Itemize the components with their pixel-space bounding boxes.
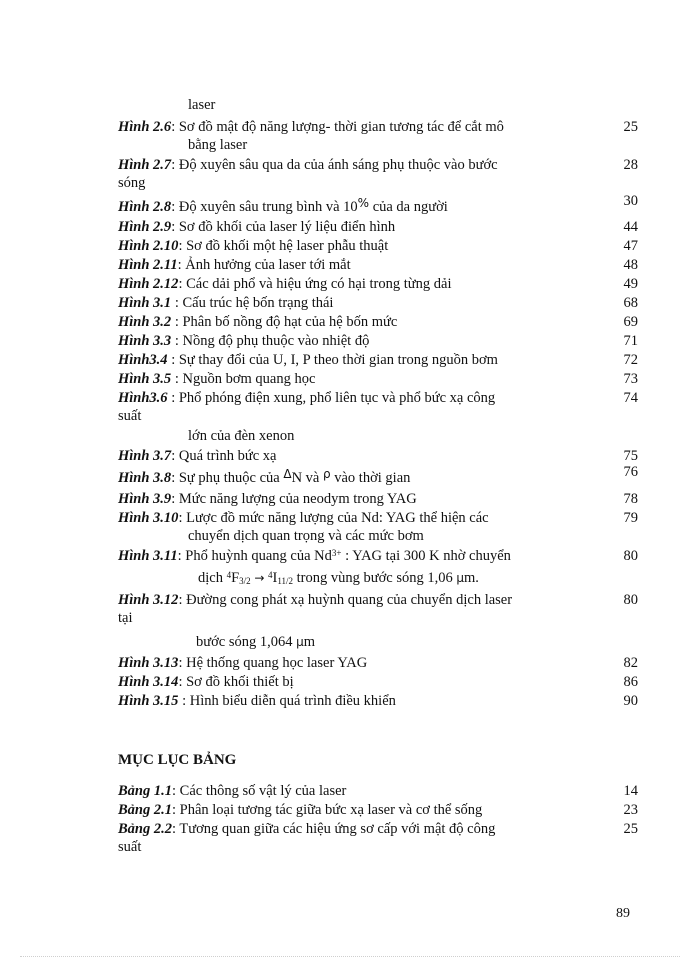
toc-entry-fig-3-6: Hình3.6 : Phổ phóng điện xung, phổ liên tục và phổ bức xạ công suất 74 xyxy=(118,390,638,424)
toc-entry-table-1-1: Bảng 1.1: Các thông số vật lý của laser 14 xyxy=(118,783,638,799)
entry-page: 49 xyxy=(623,276,638,292)
entry-page: 28 xyxy=(623,157,638,173)
entry-label: Hình 3.1 xyxy=(118,295,172,311)
entry-title: Ảnh hưởng của laser tới mắt xyxy=(185,257,351,273)
entry-label: Hình 3.9 xyxy=(118,491,172,507)
delta-symbol: Δ xyxy=(283,467,292,481)
continuation-line: bước sóng 1,064 μm xyxy=(196,634,316,650)
entry-label: Hình 3.11 xyxy=(118,548,178,564)
entry-page: 75 xyxy=(623,448,638,464)
toc-entry-fig-3-2: Hình 3.2 : Phân bố nồng độ hạt của hệ bốn mức 69 xyxy=(118,314,638,330)
continuation-line: dịch $^4F_{3/2} \to ^4I_{11/2}$ trong vùng bước sóng 1,06 μm. xyxy=(198,570,479,586)
entry-page: 82 xyxy=(623,655,638,671)
entry-title: Sơ đồ khối thiết bị xyxy=(186,674,294,690)
rho-symbol: ρ xyxy=(323,467,331,481)
entry-label: Hình 3.13 xyxy=(118,655,179,671)
arrow-right-icon: → xyxy=(254,571,265,585)
continuation-line: laser xyxy=(188,97,216,113)
entry-label: Hình 3.15 xyxy=(118,693,179,709)
entry-title: Phổ phóng điện xung, phổ liên tục và phổ bức xạ công xyxy=(178,390,496,406)
toc-entry-fig-3-10: Hình 3.10: Lược đồ mức năng lượng của Nd: YAG thể hiện các chuyển dịch quan trọng và các mức bơm 79 xyxy=(118,510,638,544)
entry-title: Mức năng lượng của neodym trong YAG xyxy=(178,491,417,507)
toc-entry-fig-3-5: Hình 3.5 : Nguồn bơm quang học 73 xyxy=(118,371,638,387)
entry-page: 48 xyxy=(623,257,638,273)
toc-entry-table-2-2: Bảng 2.2: Tương quan giữa các hiệu ứng sơ cấp với mật độ công suất 25 xyxy=(118,821,638,855)
entry-title: Phân loại tương tác giữa bức xạ laser và cơ thể sống xyxy=(179,802,483,818)
toc-entry-fig-2-8: Hình 2.8: Độ xuyên sâu trung bình và 10% của da người 30 xyxy=(118,193,638,215)
entry-label: Hình3.6 xyxy=(118,390,168,406)
page-bottom-rule xyxy=(20,956,680,957)
page-number: 89 xyxy=(616,906,630,921)
entry-title: Sơ đồ khối của laser lý liệu điển hình xyxy=(178,219,396,235)
toc-entry-fig-3-13: Hình 3.13: Hệ thống quang học laser YAG 82 xyxy=(118,655,638,671)
entry-page: 73 xyxy=(623,371,638,387)
toc-entry-fig-3-8: Hình 3.8: Sự phụ thuộc của $^\Delta$N và $^\rho$ vào thời gian 76 xyxy=(118,464,638,486)
entry-page: 68 xyxy=(623,295,638,311)
entry-label: Hình 2.8 xyxy=(118,199,172,215)
entry-label: Hình 3.3 xyxy=(118,333,172,349)
entry-title-cont: suất xyxy=(118,408,142,424)
entry-page: 72 xyxy=(623,352,638,368)
entry-label: Hình 2.9 xyxy=(118,219,172,235)
entry-title-cont: suất xyxy=(118,839,142,855)
entry-label: Hình 3.14 xyxy=(118,674,179,690)
entry-label: Hình 2.6 xyxy=(118,119,172,135)
toc-entry-fig-3-15: Hình 3.15 : Hình biểu diễn quá trình điều khiển 90 xyxy=(118,693,638,709)
entry-page: 69 xyxy=(623,314,638,330)
entry-title: Nguồn bơm quang học xyxy=(182,371,316,387)
entry-title: Nồng độ phụ thuộc vào nhiệt độ xyxy=(182,333,370,349)
entry-title: Quá trình bức xạ xyxy=(178,448,277,464)
entry-label: Hình 3.2 xyxy=(118,314,172,330)
entry-page: 47 xyxy=(623,238,638,254)
entry-title: Hình biểu diễn quá trình điều khiển xyxy=(189,693,396,709)
toc-entry-fig-2-7: Hình 2.7: Độ xuyên sâu qua da của ánh sáng phụ thuộc vào bước sóng 28 xyxy=(118,157,638,191)
toc-entry-fig-3-9: Hình 3.9: Mức năng lượng của neodym trong YAG 78 xyxy=(118,491,638,507)
toc-entry-fig-2-6: Hình 2.6: Sơ đồ mật độ năng lượng- thời gian tương tác để cắt mô bằng laser 25 xyxy=(118,119,638,153)
entry-label: Hình 3.10 xyxy=(118,510,179,526)
entry-page: 25 xyxy=(623,821,638,837)
percent-symbol: % xyxy=(357,196,370,210)
entry-page: 44 xyxy=(623,219,638,235)
entry-title-cont: tại xyxy=(118,610,133,626)
entry-page: 14 xyxy=(623,783,638,799)
entry-page: 71 xyxy=(623,333,638,349)
toc-entry-fig-2-9: Hình 2.9: Sơ đồ khối của laser lý liệu điển hình 44 xyxy=(118,219,638,235)
entry-label: Hình 3.12 xyxy=(118,592,179,608)
entry-label: Bảng 2.2 xyxy=(118,821,172,837)
entry-label: Hình 2.10 xyxy=(118,238,179,254)
toc-entry-fig-2-11: Hình 2.11: Ảnh hưởng của laser tới mắt 48 xyxy=(118,257,638,273)
toc-entry-fig-3-4: Hình3.4 : Sự thay đổi của U, I, P theo thời gian trong nguồn bơm 72 xyxy=(118,352,638,368)
entry-label: Hình 2.12 xyxy=(118,276,179,292)
entry-label: Hình 3.8 xyxy=(118,470,172,486)
entry-page: 78 xyxy=(623,491,638,507)
entry-title: Lược đồ mức năng lượng của Nd: YAG thể hiện các xyxy=(186,510,489,526)
entry-title: Tương quan giữa các hiệu ứng sơ cấp với mật độ công xyxy=(179,821,496,837)
entry-page: 30 xyxy=(623,193,638,209)
toc-entry-fig-3-1: Hình 3.1 : Cấu trúc hệ bốn trạng thái 68 xyxy=(118,295,638,311)
section-heading-tables: MỤC LỤC BẢNG xyxy=(118,752,237,768)
toc-entry-fig-2-10: Hình 2.10: Sơ đồ khối một hệ laser phẫu thuật 47 xyxy=(118,238,638,254)
toc-entry-fig-3-11: Hình 3.11: Phổ huỳnh quang của $Nd^{3+}$ : YAG tại 300 K nhờ chuyển 80 xyxy=(118,548,638,564)
toc-entry-fig-3-3: Hình 3.3 : Nồng độ phụ thuộc vào nhiệt độ 71 xyxy=(118,333,638,349)
entry-label: Hình 3.7 xyxy=(118,448,172,464)
entry-title-cont: sóng xyxy=(118,175,146,191)
entry-page: 74 xyxy=(623,390,638,406)
toc-entry-fig-3-14: Hình 3.14: Sơ đồ khối thiết bị 86 xyxy=(118,674,638,690)
toc-entry-fig-3-7: Hình 3.7: Quá trình bức xạ 75 xyxy=(118,448,638,464)
entry-title: Độ xuyên sâu qua da của ánh sáng phụ thuộc vào bước xyxy=(178,157,498,173)
entry-page: 80 xyxy=(623,592,638,608)
entry-label: Hình 2.7 xyxy=(118,157,172,173)
toc-entry-fig-2-12: Hình 2.12: Các dải phổ và hiệu ứng có hại trong từng dải 49 xyxy=(118,276,638,292)
entry-title: Cấu trúc hệ bốn trạng thái xyxy=(182,295,334,311)
entry-title: Sơ đồ khối một hệ laser phẫu thuật xyxy=(186,238,389,254)
entry-title: Sơ đồ mật độ năng lượng- thời gian tương tác để cắt mô xyxy=(178,119,504,135)
charge-superscript: 3+ xyxy=(331,548,342,558)
entry-label: Bảng 1.1 xyxy=(118,783,172,799)
toc-entry-fig-3-12: Hình 3.12: Đường cong phát xạ huỳnh quang của chuyển dịch laser tại 80 xyxy=(118,592,638,626)
entry-label: Bảng 2.1 xyxy=(118,802,172,818)
entry-page: 23 xyxy=(623,802,638,818)
mu-symbol: μ xyxy=(296,635,304,649)
entry-page: 80 xyxy=(623,548,638,564)
entry-title: Sự thay đổi của U, I, P theo thời gian trong nguồn bơm xyxy=(178,352,498,368)
entry-page: 25 xyxy=(623,119,638,135)
entry-page: 76 xyxy=(623,464,638,480)
entry-label: Hình 2.11 xyxy=(118,257,178,273)
entry-label: Hình 3.5 xyxy=(118,371,172,387)
entry-title: Đường cong phát xạ huỳnh quang của chuyển dịch laser xyxy=(186,592,513,608)
entry-title-cont: bằng laser xyxy=(188,137,248,153)
entry-title: Các dải phổ và hiệu ứng có hại trong từng dải xyxy=(186,276,452,292)
entry-page: 86 xyxy=(623,674,638,690)
mu-symbol: μ xyxy=(456,571,464,585)
entry-title: Hệ thống quang học laser YAG xyxy=(186,655,368,671)
continuation-line: lớn của đèn xenon xyxy=(188,428,295,444)
entry-label: Hình3.4 xyxy=(118,352,168,368)
entry-title: Phân bố nồng độ hạt của hệ bốn mức xyxy=(182,314,398,330)
entry-title-cont: chuyển dịch quan trọng và các mức bơm xyxy=(188,528,424,544)
entry-page: 79 xyxy=(623,510,638,526)
entry-title: Các thông số vật lý của laser xyxy=(179,783,347,799)
toc-entry-table-2-1: Bảng 2.1: Phân loại tương tác giữa bức xạ laser và cơ thể sống 23 xyxy=(118,802,638,818)
entry-page: 90 xyxy=(623,693,638,709)
